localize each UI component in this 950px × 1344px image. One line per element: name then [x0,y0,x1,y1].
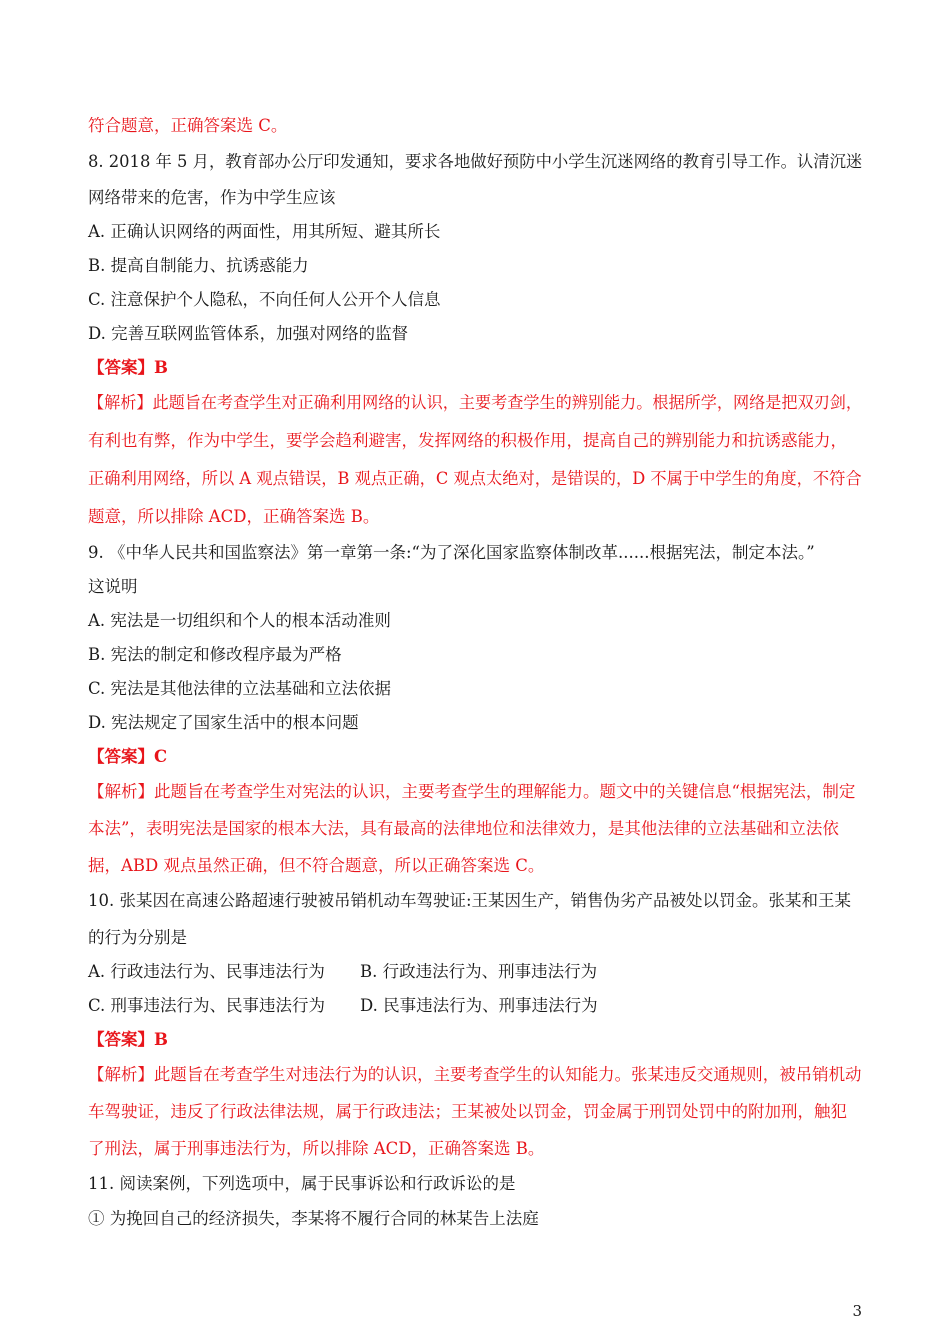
question-10-options-row [88,995,598,1017]
question-10-option-c: C. 刑事违法行为、民事违法行为 [88,996,326,1015]
question-8-option-d: D. 完善互联网监管体系，加强对网络的监督 [88,324,409,343]
question-10-analysis: 了刑法，属于刑事违法行为，所以排除 ACD，正确答案选 B。 [88,1139,545,1158]
question-10-answer: 【答案】B [88,1030,168,1049]
question-9-analysis: 本法”，表明宪法是国家的根本大法，具有最高的法律地位和法律效力，是其他法律的立法基础和立法依 [88,819,839,838]
prev-answer-tail: 符合题意，正确答案选 C。 [88,116,288,135]
question-9-option-d: D. 宪法规定了国家生活中的根本问题 [88,713,359,732]
question-8-analysis: 正确利用网络，所以 A 观点错误，B 观点正确，C 观点太绝对，是错误的，D 不属于中学生的角度，不符合 [88,469,862,488]
question-8-analysis: 题意，所以排除 ACD，正确答案选 B。 [88,507,380,526]
question-10-stem: 的行为分别是 [88,928,187,947]
question-8-option-a: A. 正确认识网络的两面性，用其所短、避其所长 [88,222,441,241]
question-9-analysis: 【解析】此题旨在考查学生对宪法的认识，主要考查学生的理解能力。题文中的关键信息“根据宪法，制定 [88,782,856,801]
question-9-option-c: C. 宪法是其他法律的立法基础和立法依据 [88,679,392,698]
question-8-option-c: C. 注意保护个人隐私，不向任何人公开个人信息 [88,290,441,309]
question-10-option-d: D. 民事违法行为、刑事违法行为 [360,996,598,1015]
question-8-option-b: B. 提高自制能力、抗诱惑能力 [88,256,309,275]
question-8-stem: 8. 2018 年 5 月，教育部办公厅印发通知，要求各地做好预防中小学生沉迷网络的教育引导工作。认清沉迷 [88,152,863,171]
question-10-analysis: 【解析】此题旨在考查学生对违法行为的认识，主要考查学生的认知能力。张某违反交通规则，被吊销机动 [88,1065,862,1084]
question-9-answer: 【答案】C [88,747,168,766]
question-9-stem: 这说明 [88,577,138,596]
question-8-answer: 【答案】B [88,358,168,377]
question-10-option-b: B. 行政违法行为、刑事违法行为 [360,962,598,981]
question-11-stem: 11. 阅读案例，下列选项中，属于民事诉讼和行政诉讼的是 [88,1174,516,1193]
question-9-option-a: A. 宪法是一切组织和个人的根本活动准则 [88,611,391,630]
question-10-analysis: 车驾驶证，违反了行政法律法规，属于行政违法；王某被处以罚金，罚金属于刑罚处罚中的附加刑，触犯 [88,1102,847,1121]
question-9-analysis: 据，ABD 观点虽然正确，但不符合题意，所以正确答案选 C。 [88,856,545,875]
question-10-options-row [88,961,598,983]
question-8-analysis: 【解析】此题旨在考查学生对正确利用网络的认识，主要考查学生的辨别能力。根据所学，网络是把双刃剑， [88,393,863,412]
question-8-stem: 网络带来的危害，作为中学生应该 [88,188,336,207]
question-10-stem: 10. 张某因在高速公路超速行驶被吊销机动车驾驶证:王某因生产，销售伪劣产品被处以罚金。张某和王某 [88,891,852,910]
question-10-option-a: A. 行政违法行为、民事违法行为 [88,962,325,981]
question-8-analysis: 有利也有弊，作为中学生，要学会趋利避害，发挥网络的积极作用，提高自己的辨别能力和抗诱惑能力， [88,431,847,450]
question-9-stem: 9. 《中华人民共和国监察法》第一章第一条:“为了深化国家监察体制改革......根据宪法，制定本法。” [88,543,815,562]
question-9-option-b: B. 宪法的制定和修改程序最为严格 [88,645,342,664]
page-number: 3 [852,1302,862,1320]
question-11-item-1: ① 为挽回自己的经济损失，李某将不履行合同的林某告上法庭 [88,1209,539,1228]
